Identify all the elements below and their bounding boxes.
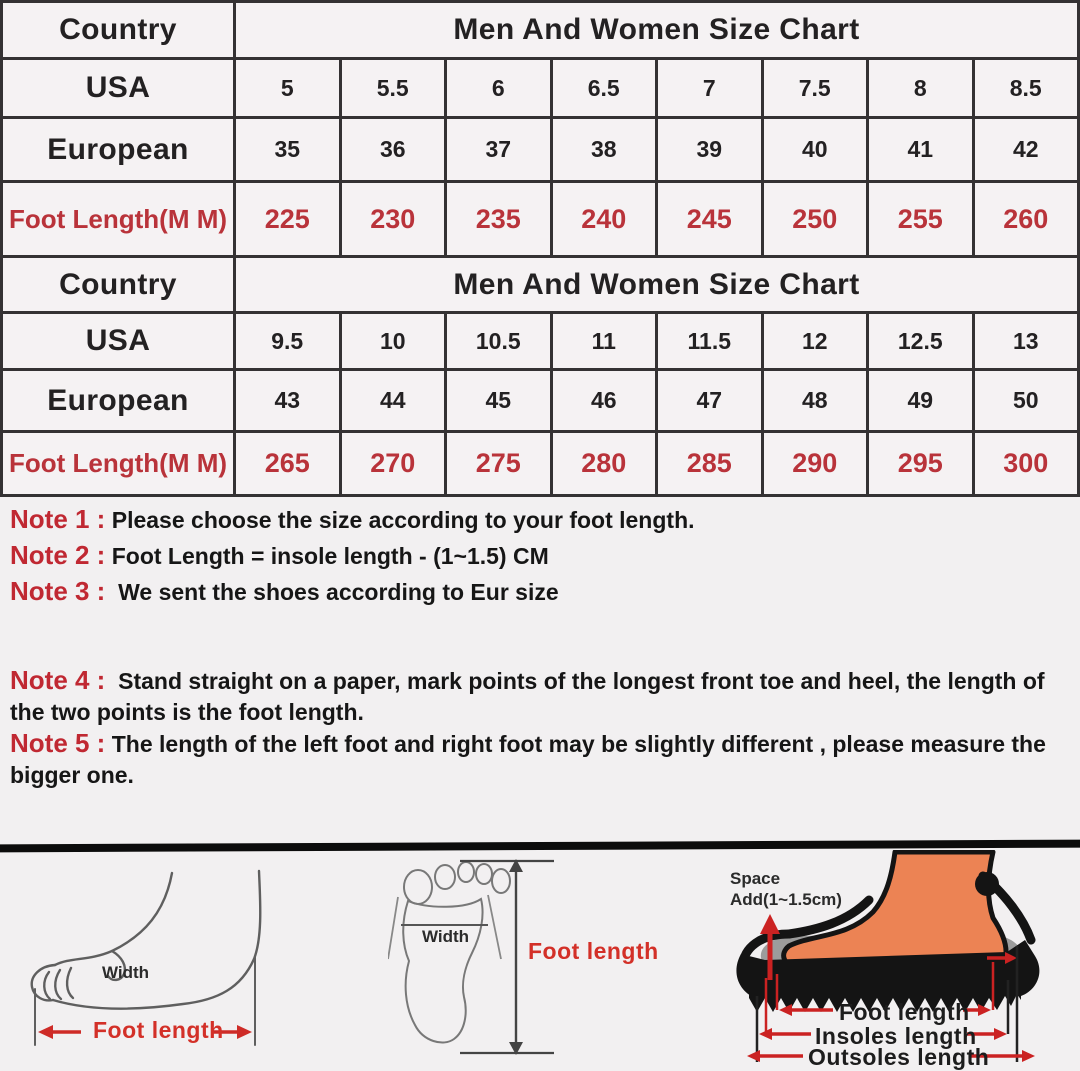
insoles-length-label: Insoles length [815,1023,977,1049]
table-row [2,313,1079,370]
size-chart-title: Men And Women Size Chart [235,2,1079,59]
outsoles-length-label: Outsoles length [808,1044,990,1070]
note-text: Foot Length = insole length - (1~1.5) CM [105,543,549,569]
row-label-usa: USA [2,59,235,118]
size-cell: 9.5 [235,313,341,370]
note-label: Note 4 : [10,665,106,695]
size-cell: 49 [868,370,974,432]
size-cell: 295 [868,432,974,496]
foot-length-label: Foot length [93,1017,224,1043]
row-label-foot-length: Foot Length(M M) [2,182,235,257]
note-5 [10,728,1080,791]
size-cell: 275 [446,432,552,496]
size-cell: 45 [446,370,552,432]
size-cell: 240 [551,182,657,257]
table-row [2,182,1079,257]
space-add-label-line1: Space [730,869,781,888]
size-cell: 12.5 [868,313,974,370]
size-chart-title: Men And Women Size Chart [235,257,1079,313]
size-cell: 8.5 [973,59,1079,118]
note-1 [10,504,1080,536]
size-cell: 38 [551,118,657,182]
table-row [2,59,1079,118]
row-label-foot-length: Foot Length(M M) [2,432,235,496]
size-cell: 42 [973,118,1079,182]
size-cell: 13 [973,313,1079,370]
size-cell: 235 [446,182,552,257]
table-row [2,2,1079,59]
note-label: Note 2 : [10,540,106,570]
size-cell: 7.5 [762,59,868,118]
note-text: We sent the shoes according to Eur size [105,579,559,605]
size-cell: 50 [973,370,1079,432]
size-cell: 12 [762,313,868,370]
size-cell: 39 [657,118,763,182]
size-cell: 44 [340,370,446,432]
size-cell: 285 [657,432,763,496]
foot-length-label: Foot length [839,999,970,1025]
country-header: Country [2,257,235,313]
size-cell: 43 [235,370,341,432]
size-cell: 46 [551,370,657,432]
size-cell: 280 [551,432,657,496]
note-label: Note 3 : [10,576,106,606]
table-row [2,118,1079,182]
table-row [2,432,1079,496]
size-cell: 35 [235,118,341,182]
note-label: Note 5 : [10,728,106,758]
country-header: Country [2,2,235,59]
note-text: The length of the left foot and right foot may be slightly different , please measure the bigger one. [10,731,1053,788]
size-cell: 47 [657,370,763,432]
width-label: Width [102,963,150,982]
row-label-usa: USA [2,313,235,370]
note-4 [10,665,1080,728]
note-text: Please choose the size according to your foot length. [105,507,695,533]
size-cell: 255 [868,182,974,257]
size-cell: 40 [762,118,868,182]
size-cell: 5.5 [340,59,446,118]
size-cell: 250 [762,182,868,257]
row-label-european: European [2,118,235,182]
size-cell: 265 [235,432,341,496]
note-label: Note 1 : [10,504,106,534]
size-cell: 270 [340,432,446,496]
size-cell: 6.5 [551,59,657,118]
row-label-european: European [2,370,235,432]
size-cell: 8 [868,59,974,118]
size-cell: 5 [235,59,341,118]
table-row [2,257,1079,313]
note-2 [10,540,1080,572]
size-cell: 10 [340,313,446,370]
size-cell: 10.5 [446,313,552,370]
size-cell: 37 [446,118,552,182]
width-label: Width [422,927,470,946]
note-3 [10,576,1080,608]
size-cell: 36 [340,118,446,182]
size-cell: 11 [551,313,657,370]
size-cell: 300 [973,432,1079,496]
size-cell: 290 [762,432,868,496]
space-add-label-line2: Add(1~1.5cm) [730,890,842,909]
size-table [0,0,1080,497]
size-cell: 41 [868,118,974,182]
size-cell: 245 [657,182,763,257]
foot-length-label: Foot length [528,938,659,964]
size-cell: 225 [235,182,341,257]
table-row [2,370,1079,432]
size-cell: 230 [340,182,446,257]
size-cell: 6 [446,59,552,118]
size-cell: 11.5 [657,313,763,370]
size-cell: 7 [657,59,763,118]
note-text: Stand straight on a paper, mark points of the longest front toe and heel, the length of the two points is the foot length. [10,668,1051,725]
size-cell: 48 [762,370,868,432]
size-cell: 260 [973,182,1079,257]
